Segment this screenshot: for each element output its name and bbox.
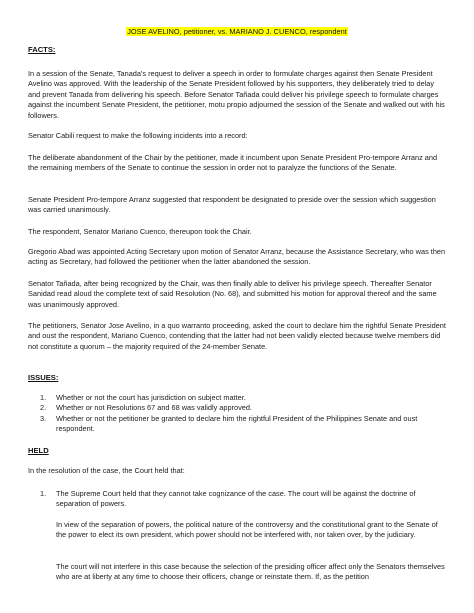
issue-item (40, 393, 450, 403)
held-subparagraph-2: The court will not interfere in this case because the selection of the presiding officer affect only the Senators themselves who are at liberty at any time to choose their officers, change or reinstate them. If, as the petition (56, 562, 445, 582)
issue-text: Whether or not Resolutions 67 and 68 was validly approved. (56, 403, 252, 413)
held-subparagraph-1: In view of the separation of powers, the political nature of the controversy and the constitutional grant to the Senate of the power to elect its own president, which power should not be interfered with, nor taken over, by the judiciary. (56, 520, 438, 540)
issues-heading: ISSUES: (28, 373, 59, 382)
issue-number: 1. (40, 393, 47, 402)
issue-text: Whether or not the court has jurisdiction on subject matter. (56, 393, 246, 402)
issues-list (40, 393, 450, 435)
issue-number: 3. (40, 413, 47, 423)
issue-text: Whether or not the petitioner be granted to declare him the rightful President of the Philippines Senate and oust respondent. (56, 413, 418, 434)
facts-paragraph-8: The petitioners, Senator Jose Avelino, in a quo warranto proceeding, asked the court to declare him the rightful Senate President and oust the respondent, Mariano Cuenco, contending that the latter had not been validly elected because twelve members did not constitute a quorum – the majority required of the 24-member Senate. (28, 321, 446, 351)
issue-item (40, 403, 450, 413)
facts-paragraph-3: The deliberate abandonment of the Chair by the petitioner, made it incumbent upon Senate President Pro-tempore Arranz and the remaining members of the Senate to continue the session in order not to paralyze the functions of the Senate. (28, 153, 438, 173)
facts-heading: FACTS: (28, 45, 56, 54)
facts-paragraph-6: Gregorio Abad was appointed Acting Secretary upon motion of Senator Arranz, because the Assistance Secretary, who was then acting as Secretary, had followed the petitioner when the latter abandoned the session. (28, 247, 446, 267)
facts-paragraph-4: Senate President Pro-tempore Arranz suggested that respondent be designated to preside over the session which suggestion was carried unanimously. (28, 195, 436, 215)
issue-item (40, 414, 450, 435)
facts-paragraph-7: Senator Tañada, after being recognized by the Chair, was then finally able to deliver his privilege speech. Thereafter Senator Sanidad read aloud the complete text of said Resolution (No. 68), and submitted his motion for approval thereof and the same was unanimously approved. (28, 279, 437, 309)
held-number: 1. (40, 489, 47, 498)
held-item (40, 489, 450, 510)
held-heading: HELD (28, 446, 49, 455)
held-list (40, 489, 450, 510)
case-title (0, 27, 474, 37)
held-text: The Supreme Court held that they cannot take cognizance of the case. The court will be against the doctrine of separation of powers. (56, 489, 416, 509)
case-title-text: JOSE AVELINO, petitioner, vs. MARIANO J. CUENCO, respondent (127, 27, 347, 36)
facts-paragraph-1: In a session of the Senate, Tanada's request to deliver a speech in order to formulate charges against then Senate President Avelino was approved. With the leadership of the Senate President followed by his supporters, they deliberately tried to delay and prevent Tanada from delivering his speech. Before Senator Tañada could deliver his privilege speech to formulate charges against the incumbent Senate President, the petitioner, motu propio adjourned the session of the Senate and walked out with his followers. (28, 69, 445, 120)
issue-number: 2. (40, 403, 47, 413)
facts-paragraph-2: Senator Cabili request to make the following incidents into a record: (28, 131, 248, 140)
held-intro: In the resolution of the case, the Court held that: (28, 466, 185, 475)
facts-paragraph-5: The respondent, Senator Mariano Cuenco, thereupon took the Chair. (28, 227, 252, 236)
